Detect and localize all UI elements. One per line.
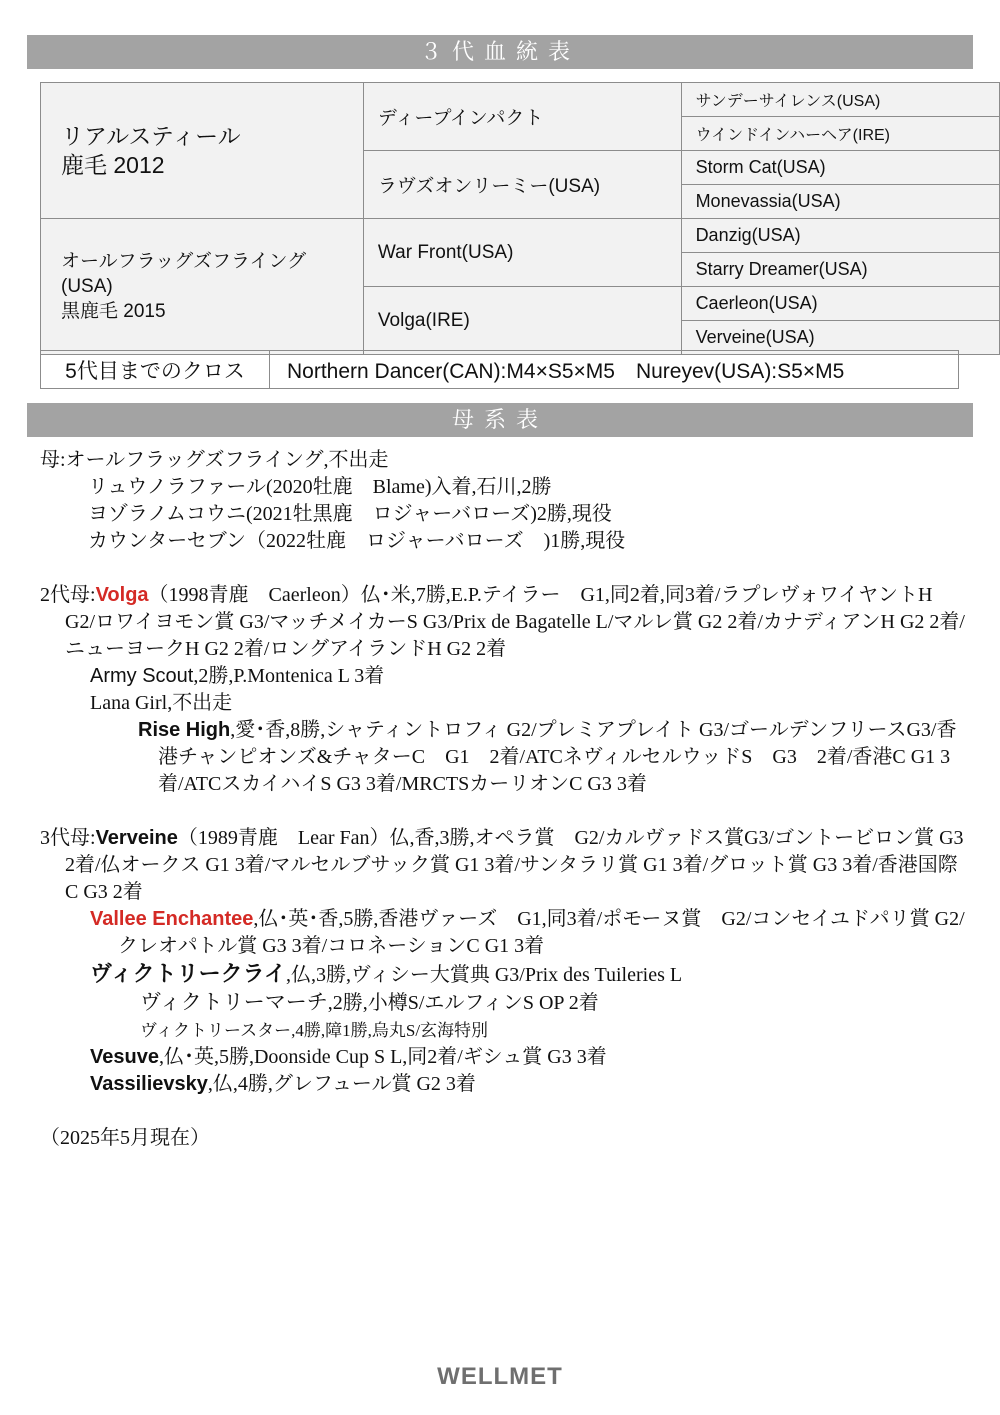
second-dam-entry: 2代母:Volga（1998青鹿 Caerleon）仏･米,7勝,E.P.テイラー G1,同2着,同3着/ラプレヴォワイヤントH G2/ロワイヨモン賞 G3/マッチメイカーS G3/Prix de Bagatelle L/マルレ賞 G2 2着/カナディアンH G2 2着/ニューヨークH G2 2着/ロングアイランドH G2 2着 <box>40 584 965 660</box>
third-gen-rise-high: Rise High,愛･香,8勝,シャティントロフィ G2/プレミアプレイト G3/ゴールデンフリースG3/香港チャンピオンズ&チャターC G1 2着/ATCネヴィルセルウッドS G3 2着/香港C G1 3着/ATCスカイハイS G3 3着/MRCTSカーリオンC G3 3着 <box>138 719 957 795</box>
sire-sire-sire: サンデーサイレンス(USA) <box>681 83 999 117</box>
foal-2: ヨゾラノムコウニ(2021牡黒鹿 ロジャーバローズ)2勝,現役 <box>88 503 612 525</box>
sire-info: 鹿毛 2012 <box>61 151 165 178</box>
sire-cell <box>41 83 364 219</box>
third-dam-foal-4: Vassilievsky,仏,4勝,グレフュール賞 G2 3着 <box>90 1073 476 1095</box>
dam-sire-sire: Danzig(USA) <box>681 219 999 253</box>
dam-cell <box>41 219 364 355</box>
sire-sire: ディープインパクト <box>363 83 681 151</box>
third-dam-name: Verveine <box>95 827 178 849</box>
sire-dam-dam: Monevassia(USA) <box>681 185 999 219</box>
sire-dam-sire: Storm Cat(USA) <box>681 151 999 185</box>
second-dam-name: Volga <box>95 584 149 606</box>
family-header: 母系表 <box>27 403 973 437</box>
wellmet-logo: WELLMET <box>437 1363 563 1390</box>
dam-dam-dam: Verveine(USA) <box>681 321 999 355</box>
second-dam-foal-2: Lana Girl,不出走 <box>90 692 233 714</box>
victory-march: ヴィクトリーマーチ,2勝,小樽S/エルフィンS OP 2着 <box>140 991 599 1014</box>
dam-dam-sire: Caerleon(USA) <box>681 287 999 321</box>
dam-origin: (USA) <box>61 276 113 297</box>
dam-sire: War Front(USA) <box>363 219 681 287</box>
dam-sire-dam: Starry Dreamer(USA) <box>681 253 999 287</box>
cross-label: 5代目までのクロス <box>41 351 270 388</box>
dam-info: 黒鹿毛 2015 <box>61 301 166 322</box>
as-of-date: （2025年5月現在） <box>40 1127 210 1149</box>
sire-name: リアルスティール <box>61 122 241 149</box>
foal-3: カウンターセブン（2022牡鹿 ロジャーバローズ )1勝,現役 <box>88 530 626 552</box>
pedigree-header: ３代血統表 <box>27 35 973 69</box>
inbreeding-cross-row <box>40 350 959 389</box>
dam-name: オールフラッグズフライング <box>61 251 307 272</box>
victory-star: ヴィクトリースター,4勝,障1勝,烏丸S/玄海特別 <box>140 1021 489 1040</box>
foal-1: リュウノラファール(2020牡鹿 Blame)入着,石川,2勝 <box>88 476 552 498</box>
dam-line: 母:オールフラッグズフライング,不出走 <box>40 449 389 471</box>
cross-value: Northern Dancer(CAN):M4×S5×M5 Nureyev(USA):S5×M5 <box>287 359 845 383</box>
second-dam-foal-1: Army Scout,2勝,P.Montenica L 3着 <box>90 665 385 687</box>
family-table <box>40 447 965 1152</box>
pedigree-table <box>40 82 1000 355</box>
third-dam-foal-1: Vallee Enchantee,仏･英･香,5勝,香港ヴァーズ G1,同3着/ポモーヌ賞 G2/コンセイユドパリ賞 G2/クレオパトル賞 G3 3着/コロネーションC G1 3着 <box>90 908 965 957</box>
sire-dam: ラヴズオンリーミー(USA) <box>363 151 681 219</box>
third-dam-foal-2: ヴィクトリークライ,仏,3勝,ヴィシー大賞典 G3/Prix des Tuileries L <box>90 961 683 986</box>
third-dam-foal-3: Vesuve,仏･英,5勝,Doonside Cup S L,同2着/ギシュ賞 G3 3着 <box>90 1046 607 1068</box>
sire-sire-dam: ウインドインハーヘア(IRE) <box>681 117 999 151</box>
third-dam-entry: 3代母:Verveine（1989青鹿 Lear Fan）仏,香,3勝,オペラ賞 G2/カルヴァドス賞G3/ゴントービロン賞 G3 2着/仏オークス G1 3着/マルセルブサック賞 G1 3着/サンタラリ賞 G1 3着/グロット賞 G3 3着/香港国際C G3 2着 <box>40 827 964 903</box>
dam-dam: Volga(IRE) <box>363 287 681 355</box>
